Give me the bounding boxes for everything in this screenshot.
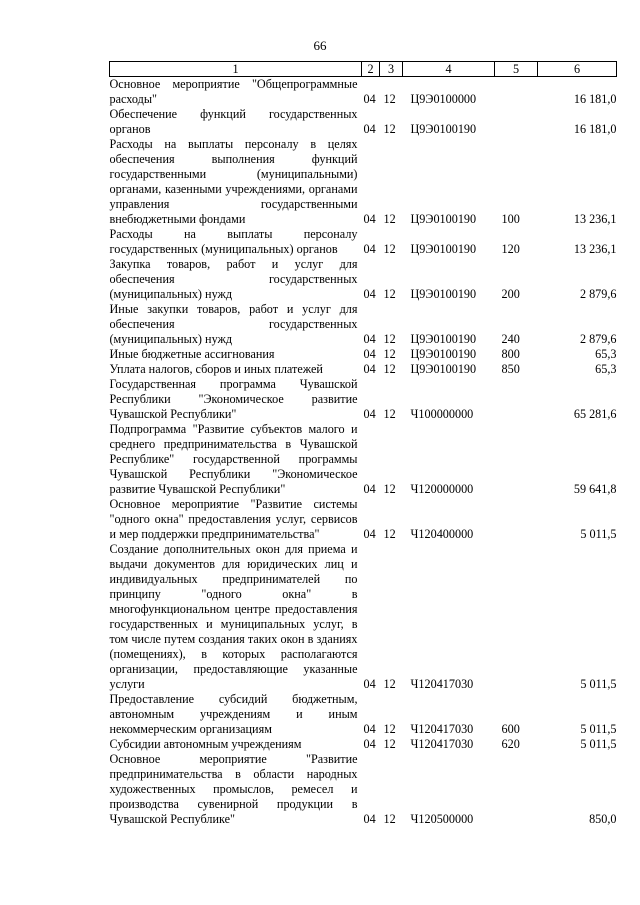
row-expense-type <box>495 542 538 692</box>
table-row <box>110 542 617 692</box>
row-expense-type: 800 <box>501 347 520 361</box>
row-name: Субсидии автономным учреждениям <box>109 737 302 751</box>
row-expense-type: 620 <box>501 737 520 751</box>
row-subsection: 12 <box>383 212 396 226</box>
column-number-header <box>110 62 617 77</box>
table-row <box>110 107 617 137</box>
row-subsection: 12 <box>383 482 396 496</box>
row-subsection: 12 <box>383 407 396 421</box>
row-name: Расходы на выплаты персоналу государственных (муниципальных) органов <box>109 227 358 256</box>
row-name: Создание дополнительных окон для приема и выдачи документов для юридических лиц и индивидуальных предпринимателей по принципу "одного окна" в многофункциональном центре предоставления государственных и муниципальных услуг, в том числе путем создания таких окон в зданиях (помещениях), в которых располагаются организации, предоставляющие указанные услуги <box>109 542 358 691</box>
row-expense-type: 600 <box>501 722 520 736</box>
row-expense-type: 240 <box>501 332 520 346</box>
row-amount: 5 011,5 <box>580 737 617 751</box>
row-target-article: Ч120417030 <box>410 737 474 751</box>
row-target-article: Ц9Э0100190 <box>410 287 477 301</box>
row-name: Иные закупки товаров, работ и услуг для обеспечения государственных (муниципальных) нужд <box>109 302 358 346</box>
row-section: 04 <box>363 527 376 541</box>
row-section: 04 <box>363 242 376 256</box>
row-name: Расходы на выплаты персоналу в целях обеспечения выполнения функций государственными (муниципальными) органами, казенными учреждениями, органами управления государственными внебюджетными фондами <box>109 137 358 226</box>
row-target-article: Ч120400000 <box>410 527 474 541</box>
table-row <box>110 692 617 737</box>
row-section: 04 <box>363 677 376 691</box>
row-name: Уплата налогов, сборов и иных платежей <box>109 362 323 376</box>
row-amount: 65,3 <box>595 347 617 361</box>
row-section: 04 <box>363 812 376 826</box>
row-expense-type: 100 <box>501 212 520 226</box>
row-subsection: 12 <box>383 362 396 376</box>
row-name: Предоставление субсидий бюджетным, автономным учреждениям и иным некоммерческим организациям <box>109 692 358 736</box>
table-row <box>110 752 617 827</box>
row-amount: 59 641,8 <box>573 482 617 496</box>
row-subsection: 12 <box>383 347 396 361</box>
table-row <box>110 497 617 542</box>
table-row <box>110 377 617 422</box>
page-number: 66 <box>313 38 327 53</box>
header-col-6: 6 <box>538 62 617 77</box>
row-section: 04 <box>363 407 376 421</box>
row-expense-type <box>495 77 538 108</box>
row-expense-type: 200 <box>501 287 520 301</box>
row-amount: 2 879,6 <box>579 287 617 301</box>
row-target-article: Ц9Э0100190 <box>410 347 477 361</box>
row-target-article: Ц9Э0100190 <box>410 122 477 136</box>
row-section: 04 <box>363 482 376 496</box>
row-name: Обеспечение функций государственных органов <box>109 107 358 136</box>
row-section: 04 <box>363 737 376 751</box>
row-subsection: 12 <box>383 527 396 541</box>
row-expense-type <box>495 377 538 422</box>
row-section: 04 <box>363 722 376 736</box>
header-col-1: 1 <box>110 62 362 77</box>
row-name: Подпрограмма "Развитие субъектов малого и среднего предпринимательства в Чувашской Республике" государственной программы Чувашской Республики "Экономическое развитие Чувашской Республики" <box>109 422 358 496</box>
table-body <box>110 77 617 828</box>
row-subsection: 12 <box>383 332 396 346</box>
row-subsection: 12 <box>383 242 396 256</box>
row-expense-type <box>495 752 538 827</box>
row-expense-type: 120 <box>501 242 520 256</box>
row-subsection: 12 <box>383 722 396 736</box>
row-target-article: Ц9Э0100000 <box>410 92 477 106</box>
table-row <box>110 257 617 302</box>
row-expense-type <box>495 422 538 497</box>
row-subsection: 12 <box>383 677 396 691</box>
row-section: 04 <box>363 362 376 376</box>
row-name: Иные бюджетные ассигнования <box>109 347 275 361</box>
row-section: 04 <box>363 212 376 226</box>
row-section: 04 <box>363 287 376 301</box>
row-amount: 65,3 <box>595 362 617 376</box>
header-col-5: 5 <box>495 62 538 77</box>
row-name: Государственная программа Чувашской Республики "Экономическое развитие Чувашской Республики" <box>109 377 358 421</box>
header-col-3: 3 <box>380 62 403 77</box>
row-subsection: 12 <box>383 812 396 826</box>
row-target-article: Ц9Э0100190 <box>410 212 477 226</box>
row-amount: 65 281,6 <box>573 407 617 421</box>
row-expense-type: 850 <box>501 362 520 376</box>
row-amount: 5 011,5 <box>580 527 617 541</box>
row-name: Основное мероприятие "Развитие системы "одного окна" предоставления услуг, сервисов и мер поддержки предпринимательства" <box>109 497 358 541</box>
table-row <box>110 77 617 108</box>
row-amount: 16 181,0 <box>573 122 617 136</box>
row-amount: 5 011,5 <box>580 677 617 691</box>
row-amount: 16 181,0 <box>573 92 617 106</box>
row-section: 04 <box>363 347 376 361</box>
table-row <box>110 302 617 347</box>
row-subsection: 12 <box>383 122 396 136</box>
row-target-article: Ч120000000 <box>410 482 474 496</box>
row-amount: 13 236,1 <box>573 242 617 256</box>
row-subsection: 12 <box>383 287 396 301</box>
row-section: 04 <box>363 332 376 346</box>
table-row <box>110 137 617 227</box>
row-target-article: Ц9Э0100190 <box>410 242 477 256</box>
row-section: 04 <box>363 92 376 106</box>
row-target-article: Ч120417030 <box>410 677 474 691</box>
row-section: 04 <box>363 122 376 136</box>
budget-table <box>109 61 617 827</box>
table-row <box>110 737 617 752</box>
row-amount: 2 879,6 <box>579 332 617 346</box>
row-name: Закупка товаров, работ и услуг для обеспечения государственных (муниципальных) нужд <box>109 257 358 301</box>
row-target-article: Ч120500000 <box>410 812 474 826</box>
row-target-article: Ц9Э0100190 <box>410 332 477 346</box>
row-amount: 13 236,1 <box>573 212 617 226</box>
row-amount: 850,0 <box>589 812 617 826</box>
row-name: Основное мероприятие "Общепрограммные расходы" <box>109 77 358 106</box>
row-amount: 5 011,5 <box>580 722 617 736</box>
table-row <box>110 362 617 377</box>
header-col-4: 4 <box>403 62 495 77</box>
row-subsection: 12 <box>383 92 396 106</box>
row-target-article: Ц9Э0100190 <box>410 362 477 376</box>
table-row <box>110 422 617 497</box>
row-expense-type <box>495 107 538 137</box>
row-target-article: Ч120417030 <box>410 722 474 736</box>
table-row <box>110 227 617 257</box>
row-name: Основное мероприятие "Развитие предпринимательства в области народных художественных промыслов, ремесел и производства сувенирной продукции в Чувашской Республике" <box>109 752 358 826</box>
row-expense-type <box>495 497 538 542</box>
row-subsection: 12 <box>383 737 396 751</box>
budget-table-container <box>109 61 616 827</box>
table-row <box>110 347 617 362</box>
row-target-article: Ч100000000 <box>410 407 474 421</box>
header-col-2: 2 <box>362 62 380 77</box>
